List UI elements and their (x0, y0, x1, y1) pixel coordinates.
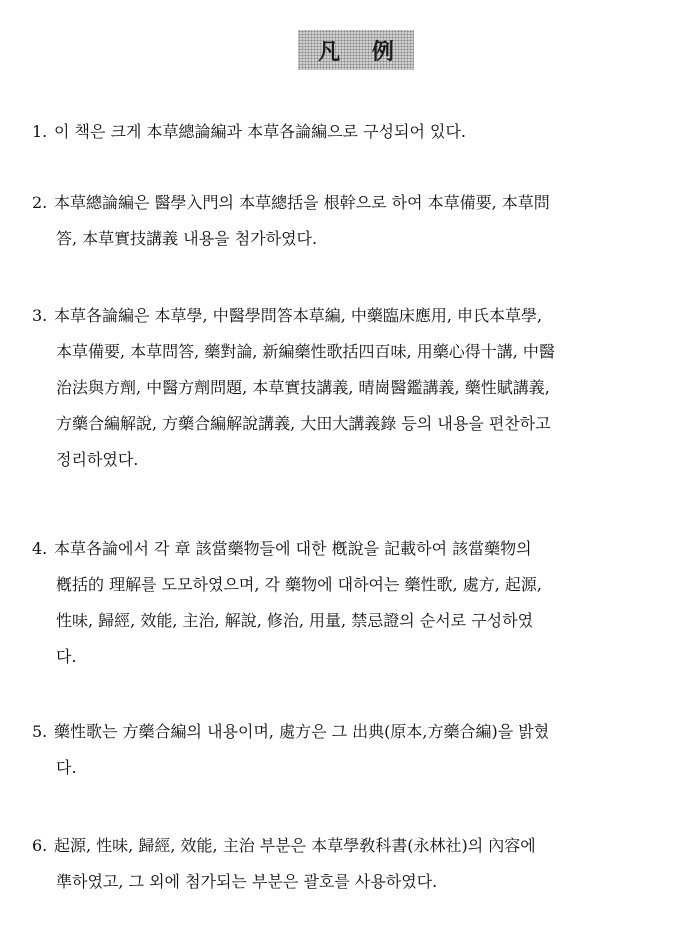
item-text-line: 槪括的 理解를 도모하였으며, 각 藥物에 대하여는 藥性歌, 處方, 起源, (56, 575, 542, 594)
item-text-line: 本草各論에서 각 章 該當藥物들에 대한 槪說을 記載하여 該當藥物의 (54, 539, 532, 558)
item-number: 1. (32, 122, 48, 141)
item-text-line: 다. (56, 647, 77, 666)
list-item (32, 714, 672, 786)
item-text-line: 起源, 性味, 歸經, 效能, 主治 부분은 本草學敎科書(永林社)의 內容에 (54, 836, 536, 855)
list-item (32, 298, 672, 478)
item-number: 6. (32, 836, 48, 855)
item-number: 3. (32, 306, 48, 325)
item-number: 2. (32, 193, 48, 212)
item-text-line: 本草各論編은 本草學, 中醫學問答本草編, 中藥臨床應用, 申氏本草學, (54, 306, 543, 325)
page-title: 凡 例 (318, 38, 406, 65)
list-item (32, 114, 672, 150)
list-item (32, 531, 672, 675)
item-text-line: 다. (56, 758, 77, 777)
item-text-line: 治法與方劑, 中醫方劑問題, 本草實技講義, 晴崗醫鑑講義, 藥性賦講義, (56, 378, 550, 397)
list-item (32, 828, 672, 900)
title-banner (298, 30, 414, 70)
list-item (32, 185, 672, 257)
item-text-line: 方藥合編解說, 方藥合編解說講義, 大田大講義錄 등의 내용을 편찬하고 (56, 414, 551, 433)
item-text-line: 答, 本草實技講義 내용을 첨가하였다. (56, 229, 318, 248)
item-text-line: 準하였고, 그 외에 첨가되는 부분은 괄호를 사용하였다. (56, 872, 438, 891)
item-text-line: 정리하였다. (56, 450, 139, 469)
item-text-line: 本草備要, 本草問答, 藥對論, 新編藥性歌括四百味, 用藥心得十講, 中醫 (56, 342, 555, 361)
item-number: 5. (32, 722, 48, 741)
item-number: 4. (32, 539, 48, 558)
item-text-line: 性味, 歸經, 效能, 主治, 解說, 修治, 用量, 禁忌證의 순서로 구성하였 (56, 611, 534, 630)
item-text-line: 이 책은 크게 本草總論編과 本草各論編으로 구성되어 있다. (54, 122, 466, 141)
item-text-line: 本草總論編은 醫學入門의 本草總括을 根幹으로 하여 本草備要, 本草問 (54, 193, 550, 212)
item-text-line: 藥性歌는 方藥合編의 내용이며, 處方은 그 出典(原本,方藥合編)을 밝혔 (54, 722, 550, 741)
